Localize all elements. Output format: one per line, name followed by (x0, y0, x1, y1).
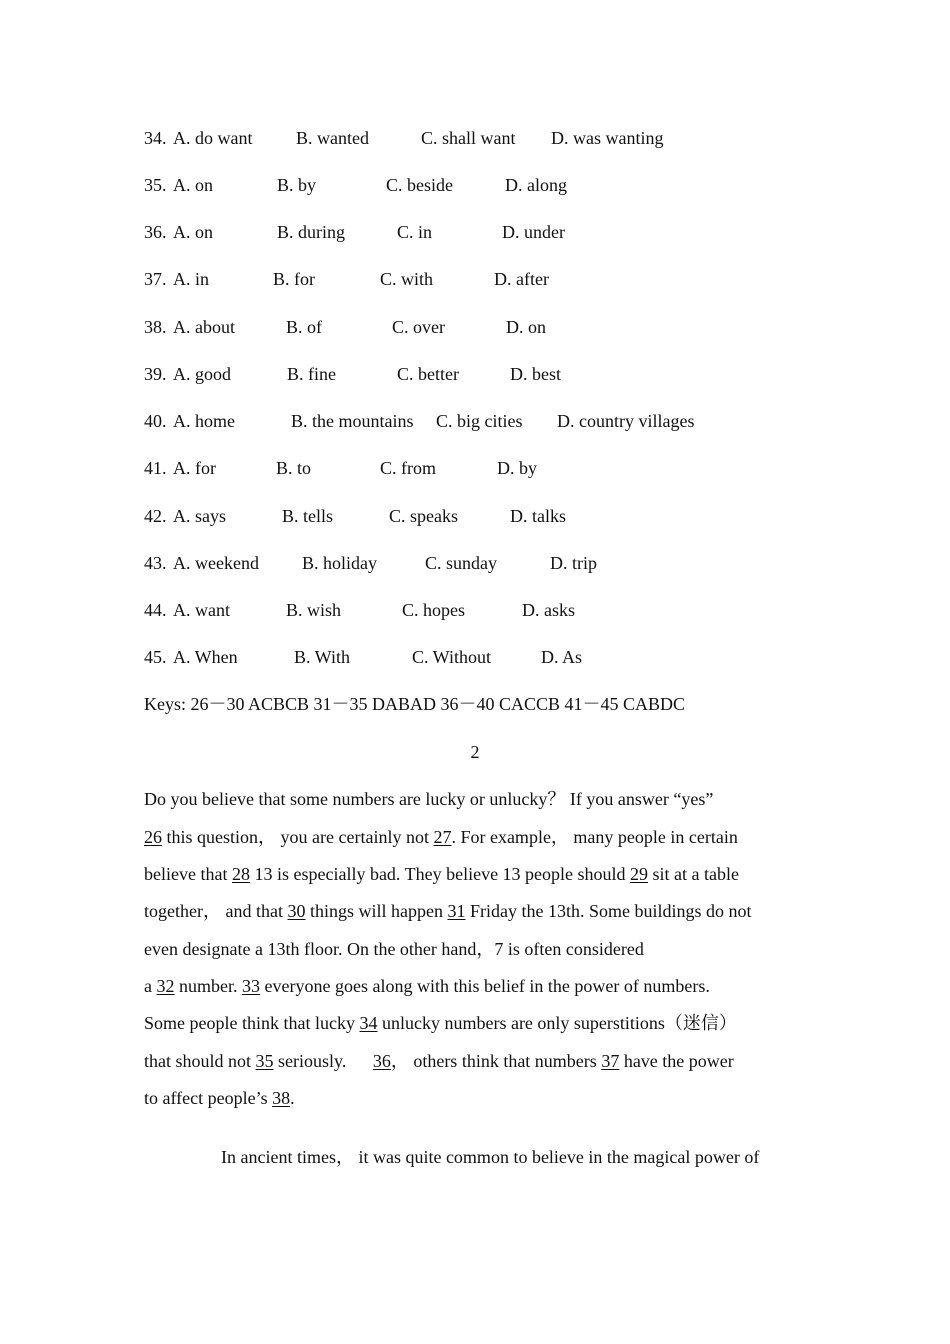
passage-text: everyone goes along with this belief in the power of numbers. (260, 976, 710, 996)
option-a: A. on (173, 175, 213, 195)
option-d: D. along (505, 175, 567, 195)
option-b: B. fine (287, 364, 336, 384)
option-b: B. wish (286, 600, 342, 620)
blank-number: 26 (144, 827, 162, 847)
option-d: D. best (510, 364, 561, 384)
passage-line: In ancient times， it was quite common to believe in the magical power of (221, 1147, 760, 1167)
option-a: A. home (173, 411, 235, 431)
option-a: A. do want (173, 128, 253, 148)
passage-text: seriously. (273, 1051, 351, 1071)
option-d: D. under (502, 222, 565, 242)
option-b: B. to (276, 458, 312, 478)
option-b: B. holiday (302, 553, 377, 573)
question-number: 40. (144, 411, 167, 431)
question-number: 38. (144, 317, 167, 337)
question-number: 36. (144, 222, 167, 242)
option-b: B. With (294, 647, 350, 667)
option-b: B. of (286, 317, 322, 337)
question-number: 45. (144, 647, 167, 667)
question-number: 34. (144, 128, 167, 148)
passage-line (144, 862, 739, 886)
question-number: 37. (144, 269, 167, 289)
passage-text: believe that (144, 864, 232, 884)
option-a: A. When (173, 647, 238, 667)
passage-line (144, 825, 738, 849)
passage-line (144, 1086, 295, 1110)
option-c: C. from (380, 458, 436, 478)
option-c: C. shall want (421, 128, 516, 148)
blank-number: 32 (156, 976, 175, 996)
passage-line (144, 1049, 734, 1073)
passage-text: sit at a table (648, 864, 740, 884)
option-a: A. in (173, 269, 209, 289)
option-b: B. during (277, 222, 346, 242)
option-b: B. the mountains (291, 411, 414, 431)
option-c: C. beside (386, 175, 453, 195)
option-a: A. weekend (173, 553, 259, 573)
blank-number: 33 (242, 976, 260, 996)
question-number: 43. (144, 553, 167, 573)
option-d: D. after (494, 269, 549, 289)
option-d: D. by (497, 458, 537, 478)
blank-number: 29 (630, 864, 649, 884)
option-a: A. want (173, 600, 230, 620)
option-d: D. asks (522, 600, 575, 620)
blank-number: 30 (287, 901, 306, 921)
blank-number: 34 (359, 1013, 378, 1033)
passage-text: number. (174, 976, 242, 996)
option-b: B. by (277, 175, 317, 195)
option-c: C. with (380, 269, 434, 289)
blank-number: 35 (255, 1051, 274, 1071)
passage-text: unlucky numbers are only superstitions（迷信） (377, 1013, 737, 1033)
option-b: B. wanted (296, 128, 369, 148)
option-c: C. sunday (425, 553, 497, 573)
option-c: C. better (397, 364, 459, 384)
option-c: C. speaks (389, 506, 458, 526)
passage-line (144, 1011, 737, 1035)
passage-line: even designate a 13th floor. On the other hand，7 is often considered (144, 939, 644, 959)
passage-text: together， and that (144, 901, 288, 921)
option-c: C. big cities (436, 411, 523, 431)
blank-number: 31 (447, 901, 466, 921)
passage-text: 13 is especially bad. They believe 13 people should (249, 864, 631, 884)
blank-number: 36 (372, 1051, 391, 1071)
passage-text: Some people think that lucky (144, 1013, 360, 1033)
option-d: D. was wanting (551, 128, 664, 148)
option-a: A. about (173, 317, 235, 337)
option-d: D. talks (510, 506, 566, 526)
passage-text: Friday the 13th. Some buildings do not (465, 901, 752, 921)
blank-number: 37 (601, 1051, 620, 1071)
passage-text: . (290, 1088, 295, 1108)
passage-text: to affect people’s (144, 1088, 273, 1108)
blank-number: 27 (433, 827, 452, 847)
question-number: 42. (144, 506, 167, 526)
option-b: B. for (273, 269, 315, 289)
option-a: A. on (173, 222, 213, 242)
option-a: A. says (173, 506, 226, 526)
question-number: 41. (144, 458, 167, 478)
passage-text: that should not (144, 1051, 256, 1071)
option-c: C. hopes (402, 600, 465, 620)
passage-line (144, 899, 751, 923)
option-a: A. for (173, 458, 216, 478)
option-d: D. on (506, 317, 546, 337)
passage-text: ， others think that numbers (390, 1051, 602, 1071)
passage-line: Do you believe that some numbers are lucky or unlucky？ If you answer “yes” (144, 789, 714, 809)
option-c: C. in (397, 222, 433, 242)
option-a: A. good (173, 364, 231, 384)
question-number: 35. (144, 175, 167, 195)
option-b: B. tells (282, 506, 334, 526)
question-number: 39. (144, 364, 167, 384)
option-c: C. over (392, 317, 445, 337)
option-d: D. As (541, 647, 583, 667)
blank-number: 28 (231, 864, 250, 884)
passage-text: have the power (619, 1051, 734, 1071)
passage-text: a (144, 976, 157, 996)
passage-line (144, 974, 710, 998)
question-number: 44. (144, 600, 167, 620)
section-number: 2 (470, 742, 480, 762)
passage-text: things will happen (305, 901, 448, 921)
passage-text: this question， you are certainly not (162, 827, 434, 847)
passage-text: . For example， many people in certain (451, 827, 738, 847)
answer-keys: Keys: 26－30 ACBCB 31－35 DABAD 36－40 CACCB 41－45 CABDC (144, 694, 686, 714)
option-d: D. trip (550, 553, 597, 573)
option-c: C. Without (412, 647, 491, 667)
blank-number: 38 (272, 1088, 291, 1108)
option-d: D. country villages (557, 411, 695, 431)
